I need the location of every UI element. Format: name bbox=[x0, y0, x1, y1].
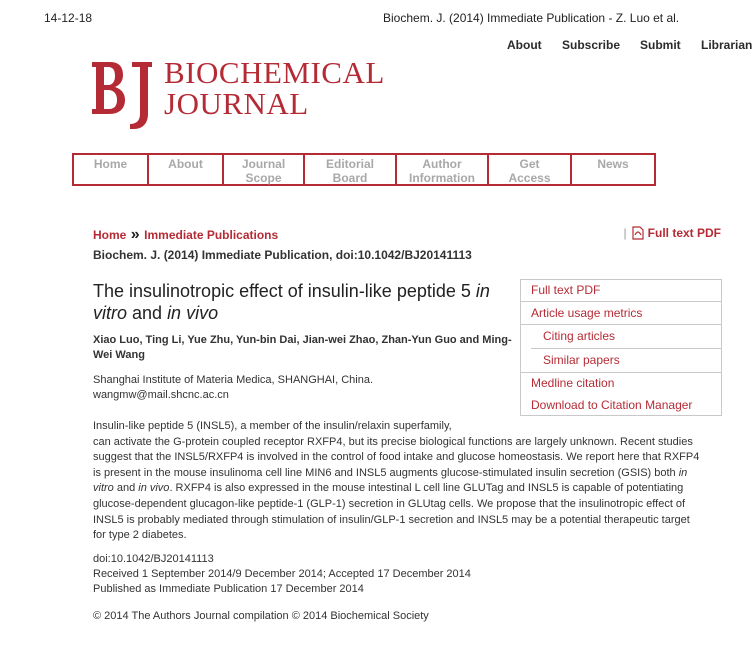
top-nav-subscribe[interactable]: Subscribe bbox=[562, 38, 621, 52]
divider bbox=[521, 324, 721, 325]
article-received: Received 1 September 2014/9 December 2014; Accepted 17 December 2014 bbox=[93, 568, 471, 580]
top-nav-librarian[interactable]: Librarian bbox=[701, 38, 752, 52]
article-authors: Xiao Luo, Ting Li, Yue Zhu, Yun-bin Dai, Jian-wei Zhao, Zhan-Yun Guo and Ming-Wei Wang bbox=[93, 334, 512, 361]
breadcrumb-home[interactable]: Home bbox=[93, 228, 127, 242]
author-affiliation bbox=[93, 373, 373, 403]
top-nav-about[interactable]: About bbox=[507, 38, 542, 52]
pdf-icon bbox=[631, 226, 645, 240]
full-text-pdf-top-link[interactable] bbox=[624, 226, 721, 240]
article-tools-box bbox=[520, 279, 722, 416]
breadcrumb-current[interactable]: Immediate Publications bbox=[144, 228, 279, 242]
running-head: Biochem. J. (2014) Immediate Publication - Z. Luo et al. bbox=[383, 11, 680, 25]
nav-author-information[interactable]: Author Information bbox=[395, 153, 489, 186]
affiliation-text: Shanghai Institute of Materia Medica, SHANGHAI, China. bbox=[93, 374, 374, 386]
bj-logo-icon[interactable] bbox=[90, 58, 154, 130]
divider bbox=[531, 348, 721, 349]
top-nav-submit[interactable]: Submit bbox=[640, 38, 681, 52]
main-nav bbox=[72, 153, 662, 186]
author-email: wangmw@mail.shcnc.ac.cn bbox=[93, 389, 229, 401]
nav-news[interactable]: News bbox=[570, 153, 656, 186]
sidebar-similar-papers[interactable]: Similar papers bbox=[543, 353, 620, 367]
full-text-pdf-label: Full text PDF bbox=[647, 226, 721, 240]
pdf-link-divider: | bbox=[623, 226, 627, 240]
nav-get-access[interactable]: Get Access bbox=[487, 153, 572, 186]
nav-journal-scope[interactable]: Journal Scope bbox=[222, 153, 305, 186]
breadcrumb-separator: » bbox=[130, 226, 140, 243]
sidebar-medline-citation[interactable]: Medline citation bbox=[531, 376, 615, 390]
copyright-notice: © 2014 The Authors Journal compilation © 2014 Biochemical Society bbox=[93, 610, 429, 622]
article-published: Published as Immediate Publication 17 December 2014 bbox=[93, 583, 364, 595]
print-date: 14-12-18 bbox=[44, 11, 93, 25]
citation-line: Biochem. J. (2014) Immediate Publication, doi:10.1042/BJ20141113 bbox=[93, 248, 472, 262]
logo-biochemical: BIOCHEMICAL bbox=[164, 55, 385, 90]
article-doi: doi:10.1042/BJ20141113 bbox=[93, 553, 214, 565]
nav-home[interactable]: Home bbox=[72, 153, 149, 186]
nav-editorial-board[interactable]: Editorial Board bbox=[303, 153, 397, 186]
sidebar-citing-articles[interactable]: Citing articles bbox=[543, 329, 616, 343]
divider bbox=[521, 372, 721, 373]
sidebar-download-citation-manager[interactable]: Download to Citation Manager bbox=[531, 398, 693, 412]
sidebar-full-text-pdf[interactable]: Full text PDF bbox=[531, 283, 601, 297]
logo-journal: JOURNAL bbox=[164, 86, 309, 121]
sidebar-article-usage-metrics[interactable]: Article usage metrics bbox=[531, 306, 643, 320]
article-abstract: Insulin-like peptide 5 (INSL5), a member of the insulin/relaxin superfamily, can activate the G-protein coupled receptor RXFP4, but its precise biological functions are largely unknown. Recent studies suggest that the INSL5/RXFP4 is involved in the control of food intake and glucose homeostasis. We report here that RXFP4 is present in the mouse insulinoma cell line MIN6 and INSL5 augments glucose-stimulated insulin secretion (GSIS) both in vitro and in vivo. RXFP4 is also expressed in the mouse intestinal L cell line GLUTag and INSL5 is capable of potentiating glucose-dependent glucagon-like peptide-1 (GLP-1) secretion in GLUtag cells. We propose that the insulinotropic effect of INSL5 is probably mediated through stimulation of insulin/GLP-1 secretion and INSL5 may be a potential therapeutic target for type 2 diabetes. bbox=[93, 420, 700, 542]
nav-about[interactable]: About bbox=[147, 153, 224, 186]
article-title: The insulinotropic effect of insulin-like peptide 5 in vitro and in vivo bbox=[93, 281, 490, 323]
divider bbox=[521, 301, 721, 302]
article-meta bbox=[93, 552, 471, 597]
breadcrumb bbox=[93, 226, 278, 244]
